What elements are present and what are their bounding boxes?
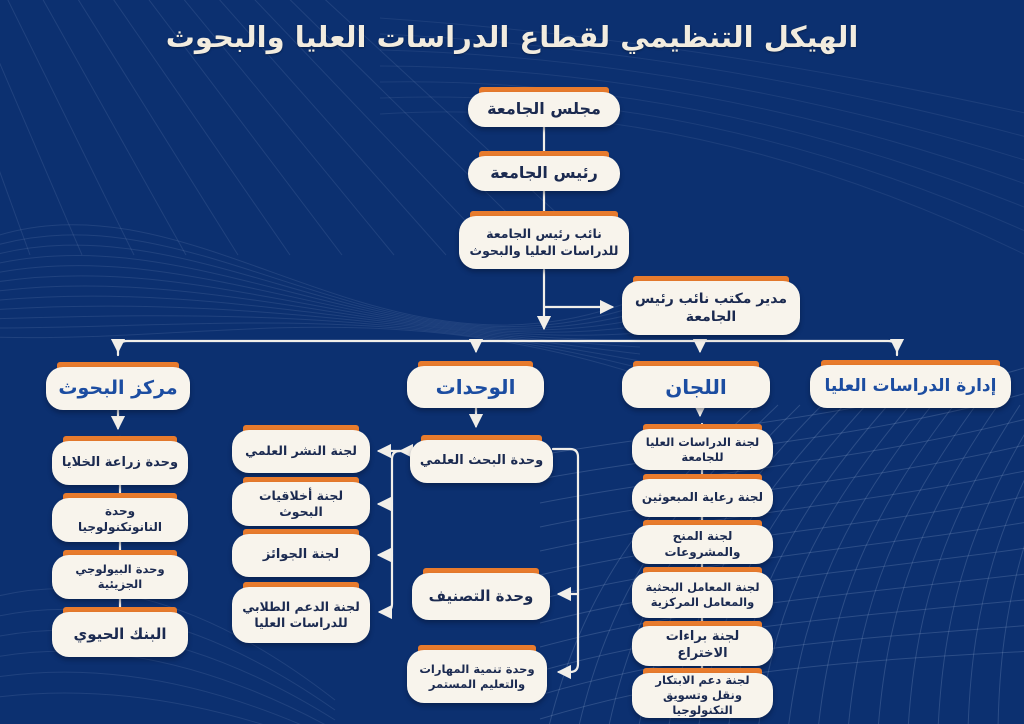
node-scientific-research-unit (410, 435, 553, 483)
node-label: وحدة التصنيف (412, 573, 550, 620)
node-cell-culture-unit (52, 436, 188, 485)
node-label: وحدة زراعة الخلايا (52, 441, 188, 485)
node-label: لجنة المعامل البحثية والمعامل المركزية (632, 572, 773, 618)
node-grad-studies-admin (810, 360, 1011, 408)
node-units (407, 361, 544, 408)
node-molecular-biology-unit (52, 550, 188, 599)
node-research-ethics-committee (232, 477, 370, 526)
node-label: لجنة رعاية المبعوثين (632, 479, 773, 517)
node-label: لجنة النشر العلمي (232, 430, 370, 473)
node-innovation-support-committee (632, 668, 773, 718)
node-label: لجنة براءات الاختراع (632, 626, 773, 666)
node-label: وحدة البحث العلمي (410, 440, 553, 483)
node-label: رئيس الجامعة (468, 156, 620, 191)
node-scientific-publishing-committee (232, 425, 370, 473)
node-label: الوحدات (407, 366, 544, 408)
node-vice-president (459, 211, 629, 269)
node-university-council (468, 87, 620, 127)
node-label: اللجان (622, 366, 770, 408)
node-label: مركز البحوث (46, 367, 190, 410)
node-label: لجنة أخلاقيات البحوث (232, 482, 370, 526)
node-label: وحدة البيولوجي الجزيئية (52, 555, 188, 599)
node-label: إدارة الدراسات العليا (810, 365, 1011, 408)
node-label: وحدة النانوتكنولوجيا (52, 498, 188, 542)
node-grants-projects-committee (632, 520, 773, 564)
chart-title: الهيكل التنظيمي لقطاع الدراسات العليا والبحوث (165, 20, 859, 54)
node-biobank (52, 607, 188, 657)
node-research-center (46, 362, 190, 410)
node-awards-committee (232, 529, 370, 577)
node-research-labs-committee (632, 567, 773, 618)
node-label: نائب رئيس الجامعة للدراسات العليا والبحوث (459, 216, 629, 269)
node-skills-development-unit (407, 645, 547, 703)
node-university-president (468, 151, 620, 191)
node-student-support-committee (232, 582, 370, 643)
node-vp-office-director (622, 276, 800, 335)
node-label: لجنة المنح والمشروعات (632, 525, 773, 564)
node-label: البنك الحيوي (52, 612, 188, 657)
node-committees (622, 361, 770, 408)
node-label: مدير مكتب نائب رئيس الجامعة (622, 281, 800, 335)
node-label: لجنة الدعم الطلابي للدراسات العليا (232, 587, 370, 643)
node-patents-committee (632, 621, 773, 666)
node-label: لجنة دعم الابتكار ونقل وتسويق التكنولوجيا (632, 673, 773, 718)
node-university-grad-studies-committee (632, 424, 773, 470)
node-label: لجنة الجوائز (232, 534, 370, 577)
node-envoys-care-committee (632, 474, 773, 517)
node-label: لجنة الدراسات العليا للجامعة (632, 429, 773, 470)
node-label: وحدة تنمية المهارات والتعليم المستمر (407, 650, 547, 703)
node-label: مجلس الجامعة (468, 92, 620, 127)
node-nanotechnology-unit (52, 493, 188, 542)
node-classification-unit (412, 568, 550, 620)
